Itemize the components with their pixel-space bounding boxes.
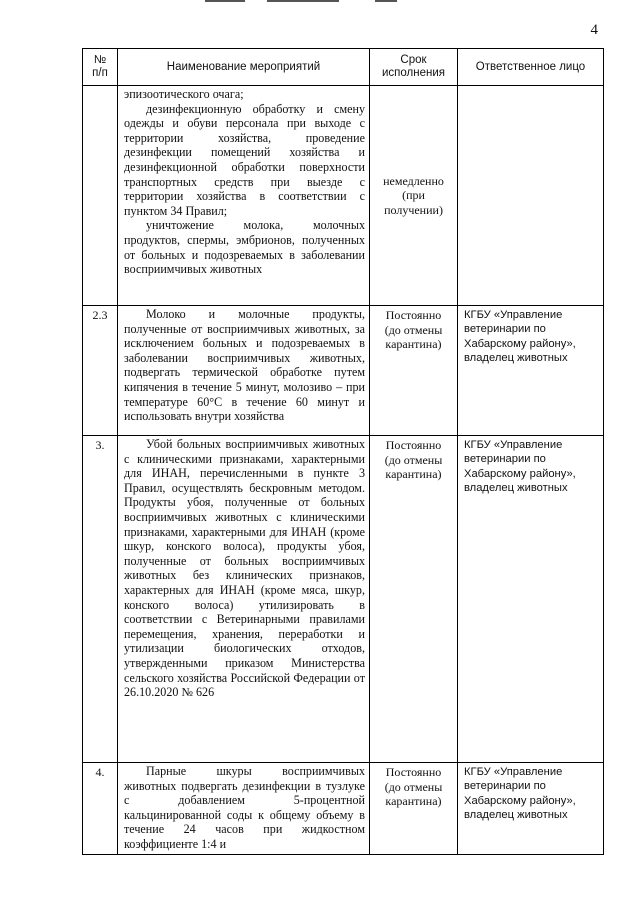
row-term: Постоянно (до отмены карантина) bbox=[370, 763, 458, 855]
row-activity bbox=[118, 763, 370, 855]
header-activity: Наименование мероприятий bbox=[118, 49, 370, 86]
row-num: 2.3 bbox=[83, 306, 118, 436]
row-num: 4. bbox=[83, 763, 118, 855]
row-activity bbox=[118, 86, 370, 306]
page-number: 4 bbox=[590, 22, 598, 38]
table-row bbox=[83, 763, 604, 855]
header-term: Срок исполнения bbox=[370, 49, 458, 86]
table-row bbox=[83, 436, 604, 763]
activity-paragraph: уничтожение молока, молочных продуктов, спермы, эмбрионов, полученных от больных и подозреваемых в заболевании восприимчивых животных bbox=[124, 218, 365, 277]
table-row bbox=[83, 306, 604, 436]
row-responsible: КГБУ «Управление ветеринарии по Хабарскому району», владелец животных bbox=[458, 763, 604, 855]
activity-paragraph: Парные шкуры восприимчивых животных подвергать дезинфекции в тузлуке с добавлением 5-процентной кальцинированной соды к общему объему в течение 24 часов при жидкостном коэффициенте 1:4 и bbox=[124, 764, 365, 851]
table-header-row bbox=[83, 49, 604, 86]
row-activity bbox=[118, 306, 370, 436]
activity-paragraph: дезинфекционную обработку и смену одежды и обуви персонала при выходе с территории хозяйства, проведение дезинфекции помещений хозяйства и дезинфекционной обработки поверхности транспортных средств при выезде с территории хозяйства в соответствии с пунктом 34 Правил; bbox=[124, 101, 365, 218]
row-term: Постоянно (до отмены карантина) bbox=[370, 306, 458, 436]
table-row bbox=[83, 86, 604, 306]
row-num bbox=[83, 86, 118, 306]
header-responsible: Ответственное лицо bbox=[458, 49, 604, 86]
activity-paragraph: Убой больных восприимчивых животных с клиническими признаками, характерными для ИНАН, перечисленными в пункте 3 Правил, осуществлять бескровным методом. Продукты убоя, полученные от больных восприимчивых животных с клиническими признаками, характерными для ИНАН (кроме шкур, конского волоса), продукты убоя, полученные от больных восприимчивых животных без клинических признаков, характерных для ИНАН (кроме мяса, шкур, конского волоса) утилизировать в соответствии с Ветеринарными правилами перемещения, хранения, переработки и утилизации биологических отходов, утвержденными приказом Министерства сельского хозяйства Российской Федерации от 26.10.2020 № 626 bbox=[124, 437, 365, 700]
row-responsible: КГБУ «Управление ветеринарии по Хабарскому району», владелец животных bbox=[458, 306, 604, 436]
row-term: немедленно (при получении) bbox=[370, 86, 458, 306]
row-responsible bbox=[458, 86, 604, 306]
activity-paragraph: Молоко и молочные продукты, полученные от восприимчивых животных, за исключением больных и подозреваемых в заболевании восприимчивых животных, подвергать термической обработке путем кипячения в течение 5 минут, молозиво – при температуре 60°С в течение 60 минут и использовать внутри хозяйства bbox=[124, 307, 365, 424]
header-num: № п/п bbox=[83, 49, 118, 86]
activity-paragraph: эпизоотического очага; bbox=[124, 87, 244, 101]
scan-top-marks bbox=[205, 0, 435, 3]
row-activity bbox=[118, 436, 370, 763]
row-term: Постоянно (до отмены карантина) bbox=[370, 436, 458, 763]
row-num: 3. bbox=[83, 436, 118, 763]
activities-table bbox=[82, 48, 604, 855]
row-responsible: КГБУ «Управление ветеринарии по Хабарскому району», владелец животных bbox=[458, 436, 604, 763]
